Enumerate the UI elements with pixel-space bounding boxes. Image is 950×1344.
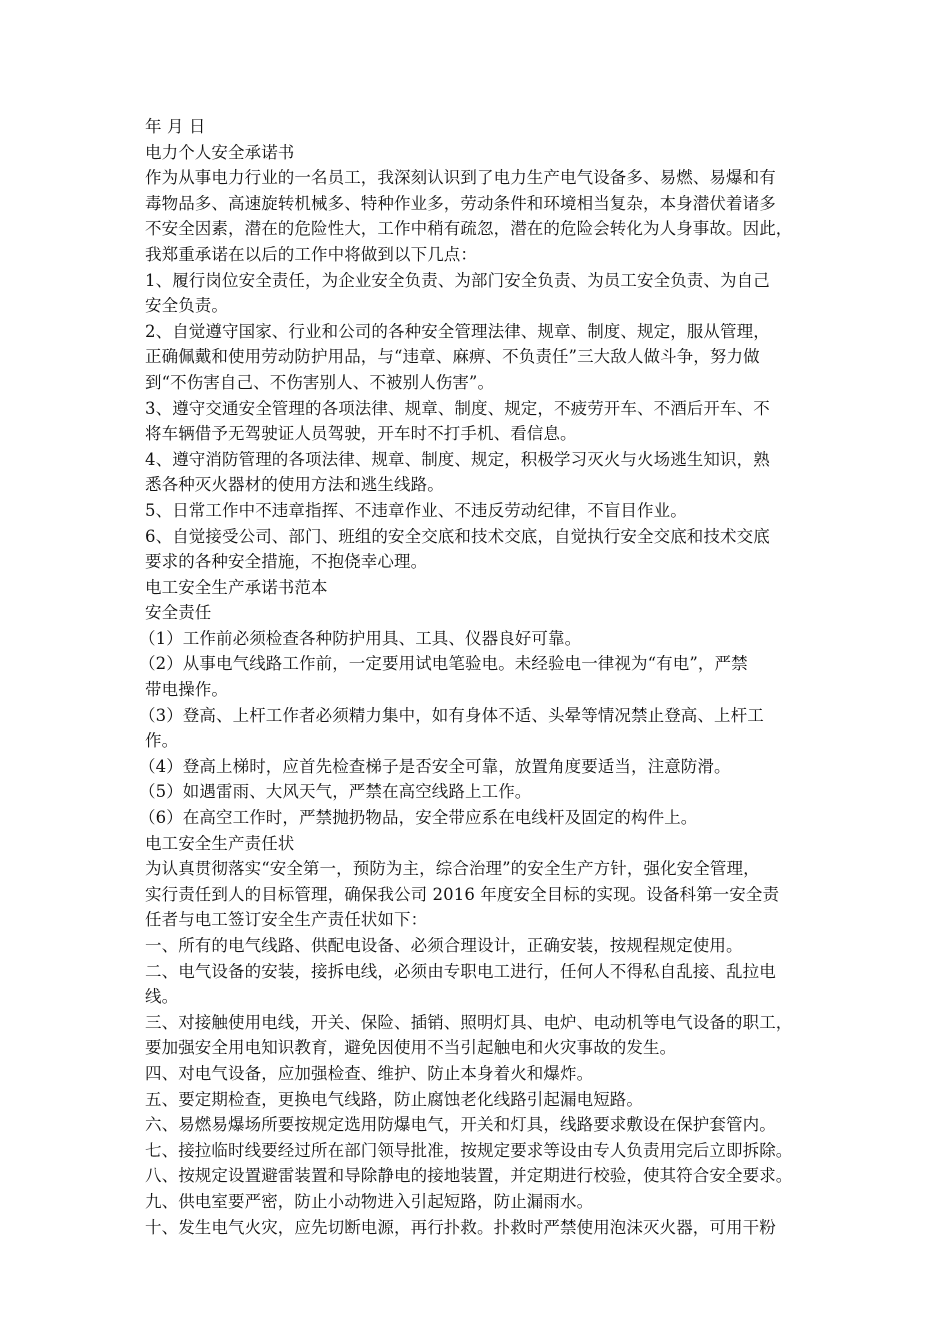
list-item-line: 3、遵守交通安全管理的各项法律、规章、制度、规定，不疲劳开车、不酒后开车、不 (145, 398, 770, 418)
list-item-line: 悉各种灭火器材的使用方法和逃生线路。 (145, 475, 444, 495)
list-item-line: （1）工作前必须检查各种防护用具、工具、仪器良好可靠。 (139, 628, 582, 648)
list-item-line: 八、按规定设置避雷装置和导除静电的接地装置，并定期进行校验，使其符合安全要求。 (145, 1166, 793, 1186)
list-item-line: （4）登高上梯时，应首先检查梯子是否安全可靠，放置角度要适当，注意防滑。 (139, 756, 731, 776)
list-item-line: （2）从事电气线路工作前，一定要用试电笔验电。未经验电一律视为“有电”，严禁 (139, 654, 748, 674)
list-item-line: 三、对接触使用电线，开关、保险、插销、照明灯具、电炉、电动机等电气设备的职工， (145, 1012, 793, 1032)
date-line: 年 月 日 (145, 117, 206, 136)
list-item-line: 6、自觉接受公司、部门、班组的安全交底和技术交底，自觉执行安全交底和技术交底 (145, 526, 770, 546)
list-item-line: 四、对电气设备，应加强检查、维护、防止本身着火和爆炸。 (145, 1063, 594, 1083)
heading-electrician-responsibility-letter: 电工安全生产责任状 (145, 833, 295, 853)
list-item-line: 带电操作。 (145, 680, 228, 700)
list-item-line: 一、所有的电气线路、供配电设备、必须合理设计，正确安装，按规程规定使用。 (145, 936, 743, 955)
heading-safety-responsibility: 安全责任 (145, 603, 212, 623)
list-item-line: （6）在高空工作时，严禁抛扔物品，安全带应系在电线杆及固定的构件上。 (139, 808, 698, 828)
heading-electrician-pledge-template: 电工安全生产承诺书范本 (145, 577, 328, 597)
list-item-line: 七、接拉临时线要经过所在部门领导批准，按规定要求等设由专人负责用完后立即拆除。 (145, 1140, 793, 1160)
paragraph-line: 我郑重承诺在以后的工作中将做到以下几点： (145, 244, 477, 264)
list-item-line: 安全负责。 (145, 296, 228, 316)
list-item-line: 1、履行岗位安全责任，为企业安全负责、为部门安全负责、为员工安全负责、为自己 (145, 270, 770, 290)
list-item-line: 5、日常工作中不违章指挥、不违章作业、不违反劳动纪律，不盲目作业。 (145, 500, 687, 520)
paragraph-line: 毒物品多、高速旋转机械多、特种作业多，劳动条件和环境相当复杂，本身潜伏着诸多 (145, 193, 776, 213)
list-item-line: 二、电气设备的安装，接拆电线，必须由专职电工进行，任何人不得私自乱接、乱拉电 (145, 961, 776, 981)
document-page (139, 114, 807, 1240)
heading-personal-safety-pledge: 电力个人安全承诺书 (145, 142, 295, 162)
list-item-line: 线。 (145, 987, 179, 1007)
list-item-line: （5）如遇雷雨、大风天气，严禁在高空线路上工作。 (139, 782, 532, 802)
paragraph-line: 为认真贯彻落实“安全第一，预防为主，综合治理”的安全生产方针，强化安全管理， (145, 859, 760, 879)
list-item-line: 将车辆借予无驾驶证人员驾驶，开车时不打手机、看信息。 (145, 424, 577, 444)
list-item-line: 4、遵守消防管理的各项法律、规章、制度、规定，积极学习灭火与火场逃生知识，熟 (145, 449, 770, 469)
paragraph-line: 作为从事电力行业的一名员工，我深刻认识到了电力生产电气设备多、易燃、易爆和有 (145, 168, 776, 188)
list-item-line: 十、发生电气火灾，应先切断电源，再行扑救。扑救时严禁使用泡沫灭火器，可用干粉 (145, 1217, 776, 1237)
list-item-line: 到“不伤害自己、不伤害别人、不被别人伤害”。 (145, 372, 495, 392)
paragraph-line: 实行责任到人的目标管理，确保我公司 2016 年度安全目标的实现。设备科第一安全责 (145, 884, 780, 904)
list-item-line: 六、易燃易爆场所要按规定选用防爆电气，开关和灯具，线路要求敷设在保护套管内。 (145, 1115, 776, 1135)
list-item-line: 要加强安全用电知识教育，避免因使用不当引起触电和火灾事故的发生。 (145, 1038, 677, 1058)
list-item-line: 九、供电室要严密，防止小动物进入引起短路，防止漏雨水。 (145, 1191, 594, 1211)
list-item-line: （3）登高、上杆工作者必须精力集中，如有身体不适、头晕等情况禁止登高、上杆工 (139, 705, 764, 725)
list-item-line: 五、要定期检查，更换电气线路，防止腐蚀老化线路引起漏电短路。 (145, 1089, 643, 1109)
list-item-line: 2、自觉遵守国家、行业和公司的各种安全管理法律、规章、制度、规定，服从管理， (145, 321, 770, 341)
list-item-line: 正确佩戴和使用劳动防护用品，与“违章、麻痹、不负责任”三大敌人做斗争，努力做 (145, 347, 760, 367)
paragraph-line: 不安全因素，潜在的危险性大，工作中稍有疏忽，潜在的危险会转化为人身事故。因此， (145, 219, 793, 239)
paragraph-line: 任者与电工签订安全生产责任状如下： (145, 910, 428, 930)
list-item-line: 作。 (145, 731, 179, 751)
list-item-line: 要求的各种安全措施，不抱侥幸心理。 (145, 552, 428, 572)
